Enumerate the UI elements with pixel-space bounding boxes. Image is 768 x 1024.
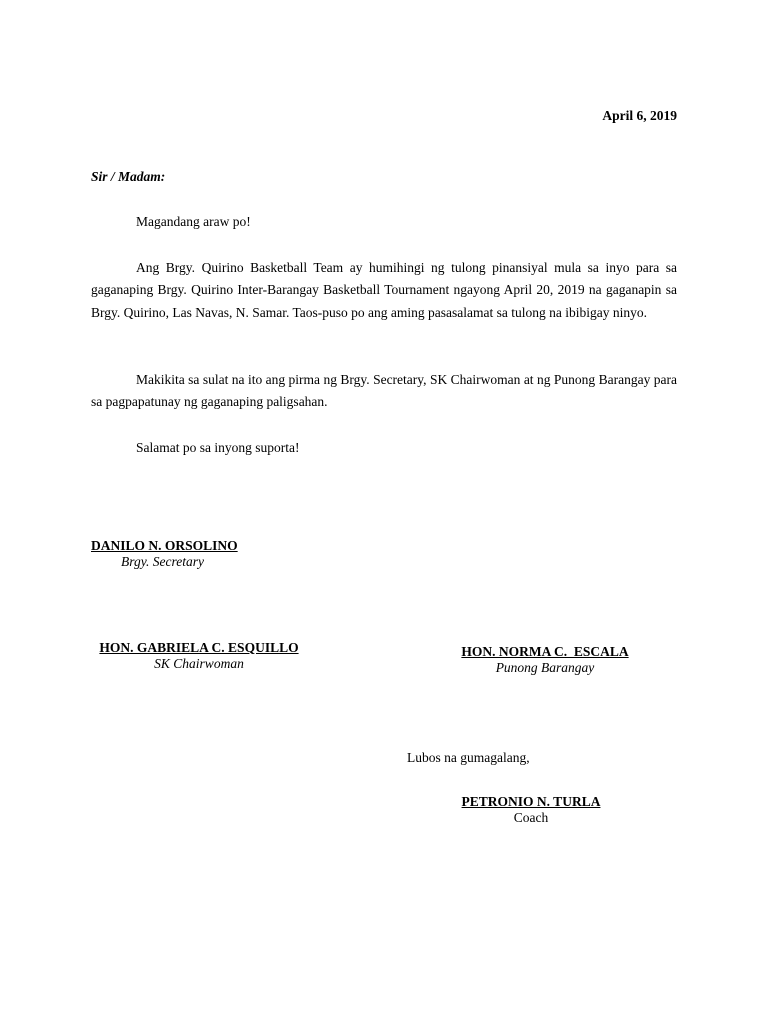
closing-line: Lubos na gumagalang,	[407, 750, 530, 765]
signature-block-sk-chair	[88, 640, 310, 672]
body-paragraph-request: Ang Brgy. Quirino Basketball Team ay humihingi ng tulong pinansiyal mula sa inyo para sa gaganaping Brgy. Quirino Inter-Barangay Basketball Tournament ngayong April 20, 2019 na gaganapin sa Brgy. Quirino, Las Navas, N. Samar. Taos-puso po ang aming pasasalamat sa tulong na ibibigay ninyo.	[91, 260, 677, 320]
greeting: Magandang araw po!	[136, 214, 251, 229]
secretary-title: Brgy. Secretary	[121, 554, 204, 569]
signature-block-coach	[450, 794, 612, 826]
body-paragraph-signatures: Makikita sa sulat na ito ang pirma ng Brgy. Secretary, SK Chairwoman at ng Punong Barangay para sa pagpapatunay ng gaganaping paligsahan.	[91, 372, 677, 410]
thanks-line: Salamat po sa inyong suporta!	[136, 440, 300, 455]
coach-title: Coach	[513, 810, 549, 825]
punong-barangay-title: Punong Barangay	[495, 660, 595, 675]
secretary-name: DANILO N. ORSOLINO	[91, 538, 238, 553]
sk-chair-title: SK Chairwoman	[154, 656, 244, 671]
sk-chair-name: HON. GABRIELA C. ESQUILLO	[99, 640, 299, 655]
signature-block-punong-barangay	[450, 644, 640, 676]
signature-block-secretary	[91, 538, 238, 570]
coach-name: PETRONIO N. TURLA	[461, 794, 601, 809]
letter-date: April 6, 2019	[602, 108, 677, 123]
punong-barangay-name: HON. NORMA C. ESCALA	[461, 644, 629, 659]
salutation: Sir / Madam:	[91, 169, 166, 184]
